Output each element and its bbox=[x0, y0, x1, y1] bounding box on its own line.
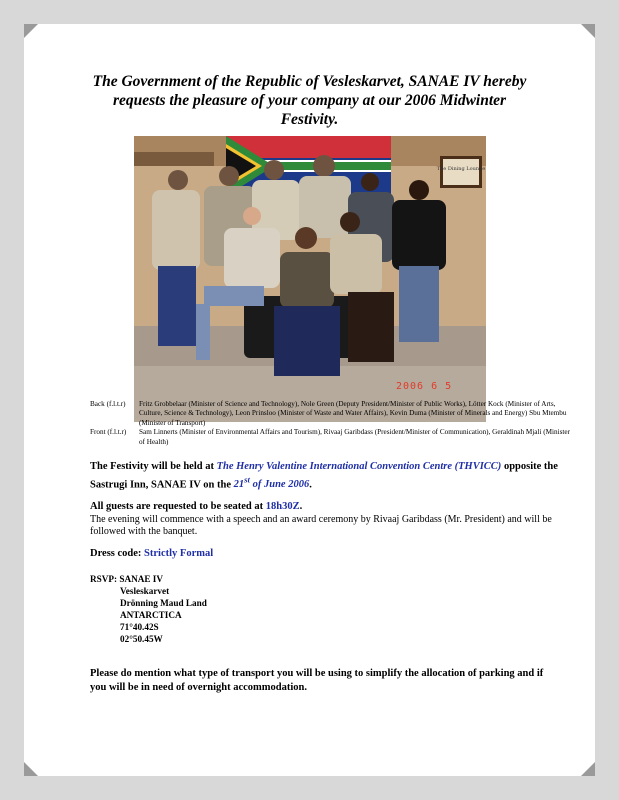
festivity-date-suffix: st bbox=[244, 474, 250, 485]
rsvp-label: RSVP: bbox=[90, 574, 118, 584]
wall-sign-text: The Dining Lounge bbox=[436, 166, 486, 172]
caption-back-row bbox=[90, 400, 570, 428]
invitation-title: The Government of the Republic of Vesleskarvet, SANAE IV hereby requests the pleasure of your company at our 2006 Midwinter Festivity. bbox=[92, 73, 527, 128]
seating-line bbox=[90, 501, 560, 514]
festivity-prefix: The Festivity will be held at bbox=[90, 461, 217, 472]
seating-details: The evening will commence with a speech and an award ceremony by Rivaaj Garibdass (Mr. President) and will be followed with the banquet. bbox=[90, 513, 552, 537]
rsvp-line-base: Vesleskarvet bbox=[120, 586, 170, 596]
corner-top-left bbox=[24, 24, 38, 38]
rsvp-line-longitude: 02°50.45W bbox=[120, 634, 163, 644]
festivity-middle: opposite the Sastrugi Inn, SANAE IV on the bbox=[90, 461, 558, 490]
dress-code bbox=[90, 548, 560, 561]
caption-back-label: Back (f.l.t.r) bbox=[90, 400, 126, 408]
rsvp-line-latitude: 71°40.42S bbox=[120, 622, 159, 632]
group-photo-image bbox=[134, 136, 486, 422]
festivity-paragraph bbox=[90, 461, 560, 492]
rsvp-line-continent: ANTARCTICA bbox=[120, 610, 182, 620]
seating-end: . bbox=[299, 501, 303, 512]
rsvp-block bbox=[90, 573, 207, 645]
photo-caption bbox=[90, 400, 570, 447]
venue-name: The Henry Valentine International Convention Centre (THVICC) bbox=[216, 461, 502, 472]
photo-date-stamp: 2006 6 5 bbox=[396, 381, 453, 392]
festivity-end: . bbox=[309, 479, 312, 490]
rsvp-line-region: Drönning Maud Land bbox=[120, 598, 207, 608]
seating-paragraph bbox=[90, 501, 560, 539]
caption-back-text: Fritz Grobbelaar (Minister of Science and Technology), Nole Green (Deputy President/Minister of Public Works), Lötter Kock (Minister of Arts, Culture, Science & Technology), Leon Prinsloo (Minister of Waste and Water Affairs), Kevin Duma (Minister of Minerals and Energy) Sbu Mtembu (Minister of Transport) bbox=[139, 400, 567, 427]
group-photo bbox=[134, 136, 486, 422]
rsvp-line-station: SANAE IV bbox=[119, 574, 164, 584]
caption-front-label: Front (f.l.t.r) bbox=[90, 428, 127, 437]
festivity-date-rest: of June 2006 bbox=[249, 479, 310, 490]
corner-top-right bbox=[581, 24, 595, 38]
dress-code-value: Strictly Formal bbox=[144, 548, 214, 559]
rsvp-first-line bbox=[90, 573, 207, 585]
festivity-date bbox=[233, 474, 310, 490]
corner-bottom-left bbox=[24, 762, 38, 776]
seating-time: 18h30Z bbox=[265, 501, 300, 512]
invitation-page bbox=[24, 24, 595, 776]
caption-front-row bbox=[90, 428, 570, 447]
transport-note: Please do mention what type of transport you will be using to simplify the allocation of parking and if you will be in need of overnight accommodation. bbox=[90, 668, 544, 693]
dress-code-label: Dress code: bbox=[90, 548, 145, 559]
corner-bottom-right bbox=[581, 762, 595, 776]
caption-front-text: Sam Linnerts (Minister of Environmental Affairs and Tourism), Rivaaj Garibdass (President/Minister of Communication), Geraldinah Mjali (Minister of Health) bbox=[139, 428, 570, 446]
seating-prefix: All guests are requested to be seated at bbox=[90, 501, 266, 512]
festivity-date-day: 21 bbox=[233, 479, 245, 490]
